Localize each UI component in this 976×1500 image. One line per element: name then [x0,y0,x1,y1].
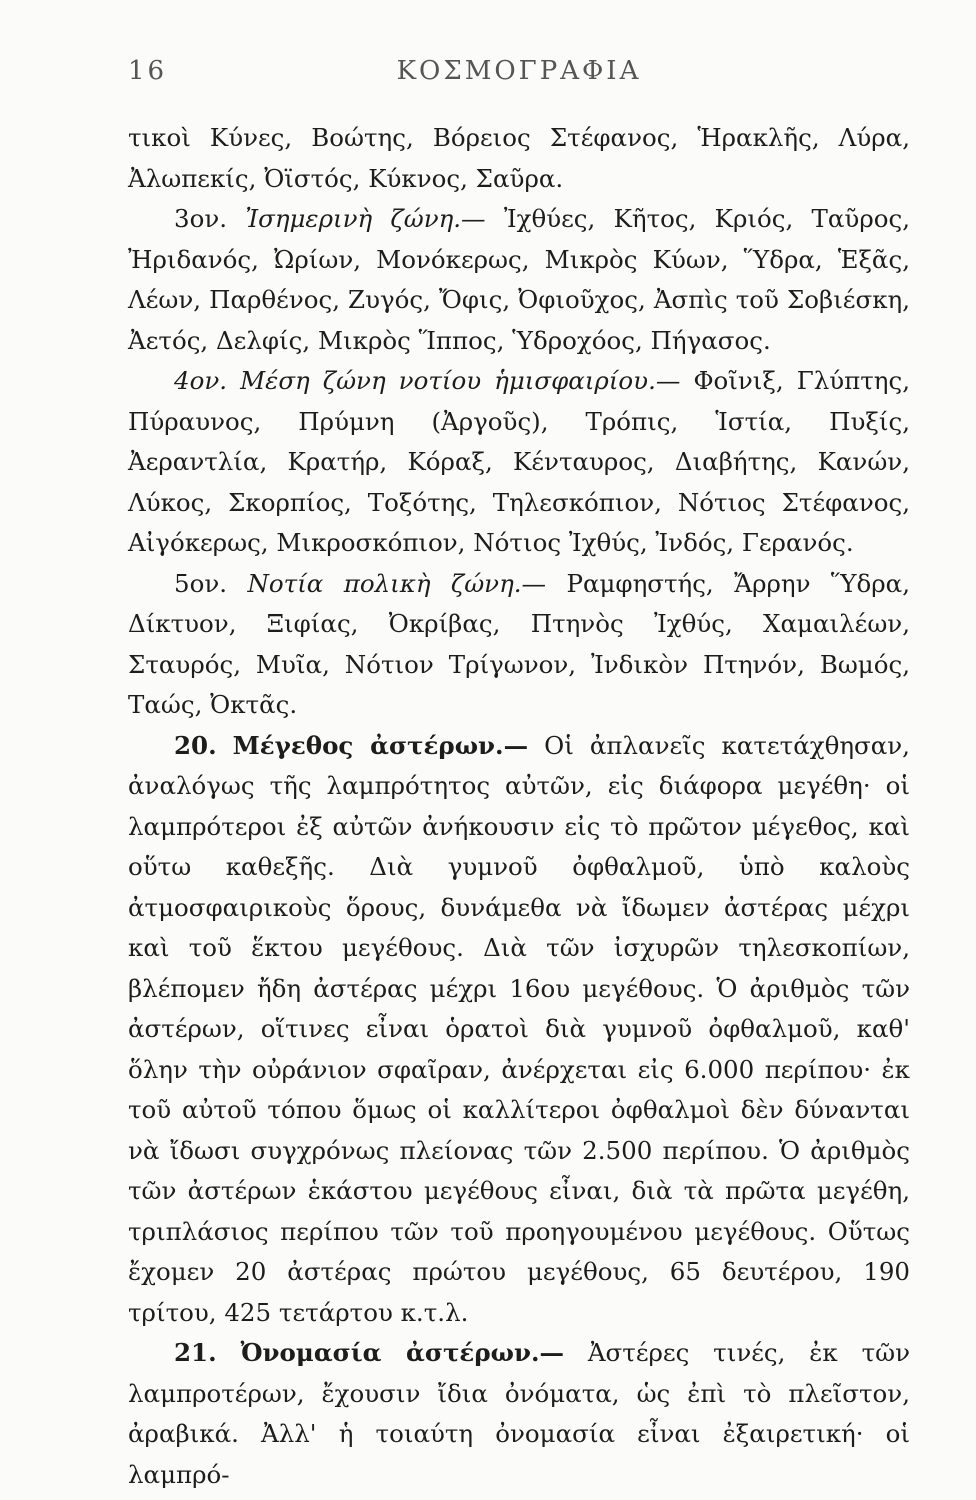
section-heading: Ὀνομασία ἀστέρων.— [240,1338,564,1367]
paragraph-zone-5 [128,564,910,726]
paragraph-text: Φοῖνιξ, Γλύπτης, Πύραυνος, Πρύμνη (Ἀργοῦς), Τρόπις, Ἱστία, Πυξίς, Ἀεραντλία, Κρατήρ, Κόραξ, Κένταυρος, Διαβήτης, Κανών, Λύκος, Σκορπίος, Τοξότης, Τηλεσκόπιον, Νότιος Στέφανος, Αἰγόκερως, Μικροσκόπιον, Νότιος Ἰχθύς, Ἰνδός, Γερανός. [128,366,910,557]
section-number: 21. [174,1338,217,1367]
page-header [128,56,910,96]
paragraph-text: τικοὶ Κύνες, Βοώτης, Βόρειος Στέφανος, Ἡρακλῆς, Λύρα, Ἀλωπεκίς, Ὀϊστός, Κύκνος, Σαῦρα. [128,123,910,193]
paragraph-label: 4ον. [174,366,228,395]
paragraph-zone-3 [128,199,910,361]
section-number: 20. [174,730,217,760]
paragraph-zone-4 [128,361,910,564]
running-title: ΚΟΣΜΟΓΡΑΦΙΑ [396,56,642,86]
page-number: 16 [128,56,168,86]
paragraph-label: 3ον. [174,204,228,233]
section-21 [128,1333,910,1495]
paragraph-title: Ἰσημερινὴ ζώνη.— [245,204,486,233]
paragraph-label: 5ον. [174,568,228,598]
paragraph-text: Ἰχθύες, Κῆτος, Κριός, Ταῦρος, Ἠριδανός, Ὠρίων, Μονόκερως, Μικρὸς Κύων, Ὕδρα, Ἑξᾶς, Λέων, Παρθένος, Ζυγός, Ὄφις, Ὀφιοῦχος, Ἀσπὶς τοῦ Σοβιέσκη, Ἀετός, Δελφίς, Μικρὸς Ἵππος, Ὑδροχόος, Πήγασος. [128,204,910,355]
section-20 [128,726,910,1334]
section-text: Ἀστέρες τινές, ἐκ τῶν λαμπροτέρων, ἔχουσιν ἴδια ὀνόματα, ὡς ἐπὶ τὸ πλεῖστον, ἀραβικά. Ἀλλ' ἡ τοιαύτη ὀνομασία εἶναι ἐξαιρετική· οἱ λαμπρό- [128,1338,911,1489]
page-body [128,118,910,1495]
paragraph-title: Νοτία πολικὴ ζώνη.— [247,568,547,598]
paragraph-title: Μέση ζώνη νοτίου ἡμισφαιρίου.— [240,366,681,395]
paragraph-continuation [128,118,910,199]
section-heading: Μέγεθος ἀστέρων.— [232,730,529,760]
paragraph-text: Ραμφηστής, Ἄρρην Ὕδρα, Δίκτυον, Ξιφίας, Ὀκρίβας, Πτηνὸς Ἰχθύς, Χαμαιλέων, Σταυρός, Μυῖα, Νότιον Τρίγωνον, Ἰνδικὸν Πτηνόν, Βωμός, Ταώς, Ὀκτᾶς. [128,568,910,719]
section-text: Οἱ ἀπλανεῖς κατετάχθησαν, ἀναλόγως τῆς λαμπρότητος αὐτῶν, εἰς διάφορα μεγέθη· οἱ λαμπρότεροι ἐξ αὐτῶν ἀνήκουσιν εἰς τὸ πρῶτον μέγεθος, καὶ οὕτω καθεξῆς. Διὰ γυμνοῦ ὀφθαλμοῦ, ὑπὸ καλοὺς ἀτμοσφαιρικοὺς ὅρους, δυνάμεθα νὰ ἴδωμεν ἀστέρας μέχρι καὶ τοῦ ἕκτου μεγέθους. Διὰ τῶν ἰσχυρῶν τηλεσκοπίων, βλέπομεν ἤδη ἀστέρας μέχρι 16ου μεγέθους. Ὁ ἀριθμὸς τῶν ἀστέρων, οἵτινες εἶναι ὁρατοὶ διὰ γυμνοῦ ὀφθαλμοῦ, καθ' ὅλην τὴν οὐράνιον σφαῖραν, ἀνέρχεται εἰς 6.000 περίπου· ἐκ τοῦ αὐτοῦ τόπου ὅμως οἱ καλλίτεροι ὀφθαλμοὶ δὲν δύνανται νὰ ἴδωσι συγχρόνως πλείονας τῶν 2.500 περίπου. Ὁ ἀριθμὸς τῶν ἀστέρων ἑκάστου μεγέθους εἶναι, διὰ τὰ πρῶτα μεγέθη, τριπλάσιος περίπου τῶν τοῦ προηγουμένου μεγέθους. Οὕτως ἔχομεν 20 ἀστέρας πρώτου μεγέθους, 65 δευτέρου, 190 τρίτου, 425 τετάρτου κ.τ.λ. [128,730,910,1327]
